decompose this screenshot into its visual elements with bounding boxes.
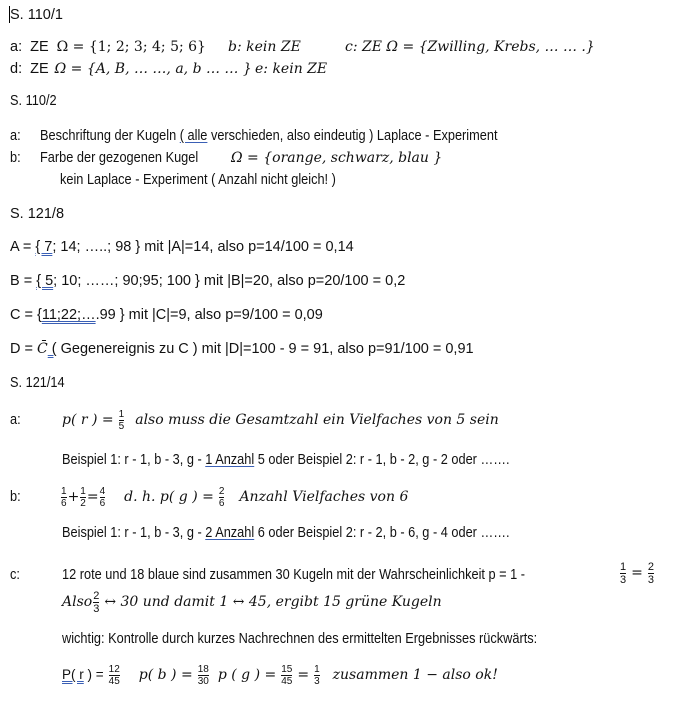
spellcheck-underline: ( alle	[179, 128, 208, 144]
numerator: 2	[93, 589, 100, 602]
numerator: 4	[99, 485, 106, 497]
spellcheck-underline: (	[47, 341, 57, 357]
fraction-1-2	[80, 486, 86, 509]
equals-sign: =	[86, 489, 99, 505]
text-part: verschieden, also eindeutig ) Laplace - Experiment	[207, 128, 498, 144]
fraction-2-3	[93, 590, 99, 615]
omega-set-d: Ω = {A, B, … …, a, b … … }	[54, 61, 252, 77]
explanation-text: also muss die Gesamtzahl ein Vielfaches von 5 sein	[135, 412, 499, 428]
text-part: 5 oder Beispiel 2: r - 1, b - 2, g - 2 oder …….	[254, 452, 510, 468]
numerator: 2	[647, 560, 654, 573]
fraction-4-6	[100, 486, 106, 509]
numerator: 1	[80, 485, 86, 497]
example-row-b	[62, 524, 571, 542]
equals-sign: =	[631, 565, 643, 581]
row-110-1-c: c: ZE Ω = {Zwilling, Krebs, … … .}	[345, 39, 595, 55]
p-b-expression: p( b ) =	[138, 667, 193, 683]
check-text: wichtig: Kontrolle durch kurzes Nachrechnen des ermittelten Ergebnisses rückwärts:	[62, 631, 538, 647]
text-part: B =	[10, 273, 37, 289]
text-part: ; 10; ……; 90;95; 100 } mit |B|=20, also p=20/100 = 0,2	[53, 273, 406, 289]
denominator: 6	[61, 497, 67, 509]
row-110-2-b	[10, 149, 220, 167]
numerator: 18	[197, 663, 209, 675]
item-label-b: b:	[10, 150, 21, 166]
formula-c-fractions	[619, 560, 655, 586]
row-110-2-note	[60, 171, 374, 189]
formula-a	[62, 407, 499, 433]
ze-text: ZE	[30, 61, 49, 77]
p-g-expression: p ( g ) =	[217, 667, 277, 683]
denominator: 45	[281, 675, 293, 687]
numerator: 1	[61, 485, 67, 497]
spellcheck-underline: { 7	[35, 239, 53, 255]
section-heading-121-8	[10, 205, 64, 223]
spellcheck-underline: 11;22;…	[41, 307, 96, 323]
row-121-8-b	[10, 272, 405, 290]
section-heading-121-14	[10, 374, 72, 392]
verification-row	[62, 662, 498, 688]
item-label-a: a:	[10, 412, 21, 428]
denominator: 6	[218, 497, 225, 509]
text-part: Beispiel 1: r - 1, b - 3, g -	[62, 525, 206, 541]
fraction-18-30	[198, 664, 209, 687]
denominator: 3	[314, 675, 320, 687]
denominator: 6	[99, 497, 106, 509]
text-part: Beispiel 1: r - 1, b - 3, g -	[62, 452, 206, 468]
explanation-text: Anzahl Vielfaches von 6	[239, 489, 409, 505]
c-description-text: 12 rote und 18 blaue sind zusammen 30 Kugeln mit der Wahrscheinlichkeit p = 1 -	[62, 567, 526, 583]
denominator: 2	[80, 497, 86, 509]
row-110-1-b: b: kein ZE	[228, 39, 301, 55]
row-121-8-a	[10, 238, 354, 256]
heading-text: S. 110/1	[10, 7, 63, 23]
denominator: 5	[118, 420, 125, 432]
row-110-1-d	[10, 60, 252, 78]
c-complement-symbol: C̄	[37, 341, 48, 357]
spellcheck-underline: { 5	[36, 273, 54, 289]
section-heading-110-2	[10, 92, 63, 110]
text-part: 6 oder Beispiel 2: r - 2, b - 6, g - 4 oder …….	[254, 525, 510, 541]
row-121-14-c	[10, 566, 21, 584]
spellcheck-underline: 2 Anzahl	[205, 525, 255, 541]
denominator: 45	[108, 675, 120, 687]
item-label-c: c:	[10, 567, 20, 583]
formula-c-line1	[62, 562, 588, 588]
denominator: 3	[647, 573, 654, 586]
numerator: 1	[620, 560, 627, 573]
item-label-d: d:	[10, 61, 23, 77]
plus-sign: +	[67, 489, 80, 505]
row-121-14-a	[10, 411, 22, 429]
numerator: 1	[118, 408, 125, 420]
section-heading-110-1	[10, 6, 63, 24]
row-121-8-d	[10, 340, 474, 358]
fraction-1-6	[61, 486, 67, 509]
fraction-1-5	[119, 409, 125, 432]
example-text	[62, 524, 510, 542]
omega-set-colors: Ω = {orange, schwarz, blau }	[231, 150, 443, 166]
example-text	[62, 451, 510, 469]
row-110-1-e: e: kein ZE	[255, 61, 328, 77]
dh-expression: d. h. p( g ) =	[124, 489, 214, 505]
note-text: kein Laplace - Experiment ( Anzahl nicht gleich! )	[60, 172, 336, 188]
text-part: ) =	[83, 667, 104, 682]
numerator: 15	[281, 663, 293, 675]
denominator: 3	[93, 602, 100, 615]
text-part: A =	[10, 239, 36, 255]
fraction-2-3	[648, 561, 654, 586]
row-text: Farbe der gezogenen Kugel	[40, 150, 199, 166]
text-part: Beschriftung der Kugeln	[40, 128, 180, 144]
row-110-2-a	[10, 127, 560, 145]
fraction-2-6	[219, 486, 225, 509]
numerator: 12	[108, 663, 120, 675]
sum-conclusion-text: zusammen 1 − also ok!	[332, 667, 498, 683]
equals-sign: =	[297, 667, 310, 683]
row-110-1-a	[10, 38, 206, 56]
text-part: Gegenereignis zu C ) mit |D|=100 - 9 = 91, also p=91/100 = 0,91	[56, 341, 474, 357]
heading-text: S. 121/14	[10, 375, 65, 391]
item-label-a: a:	[10, 39, 23, 55]
text-part: ; 14; …..; 98 } mit |A|=14, also p=14/100 = 0,14	[52, 239, 354, 255]
fraction-15-45	[281, 664, 292, 687]
numerator: 2	[218, 485, 225, 497]
fraction-1-3	[620, 561, 626, 586]
heading-text: S. 110/2	[10, 93, 57, 109]
denominator: 3	[620, 573, 627, 586]
text-part: D =	[10, 341, 37, 357]
fraction-12-45	[109, 664, 120, 687]
item-label-b: b:	[10, 489, 21, 505]
check-row	[62, 630, 602, 648]
ze-text: ZE	[30, 39, 49, 55]
text-part: C = {	[10, 307, 42, 323]
item-label-a: a:	[10, 128, 21, 144]
spellcheck-underline: 1 Anzahl	[205, 452, 255, 468]
formula-b	[60, 484, 408, 510]
formula-c-line2	[62, 589, 442, 615]
numerator: 1	[314, 663, 320, 675]
fraction-1-3	[314, 664, 320, 687]
p-r-expression: p( r ) =	[62, 412, 114, 428]
denominator: 30	[197, 675, 209, 687]
text-part: .99 } mit |C|=9, also p=9/100 = 0,09	[95, 307, 323, 323]
also-text: Also	[62, 594, 93, 610]
conclusion-text: ↔ 30 und damit 1 ↔ 45, ergibt 15 grüne Kugeln	[104, 594, 442, 610]
heading-text: S. 121/8	[10, 206, 65, 222]
row-121-14-b	[10, 488, 22, 506]
example-row-a	[62, 451, 571, 469]
spellcheck-underline: P( r	[62, 667, 84, 682]
row-121-8-c	[10, 306, 323, 324]
row-text	[40, 127, 498, 145]
omega-set-a: Ω = {1; 2; 3; 4; 5; 6}	[56, 39, 206, 55]
